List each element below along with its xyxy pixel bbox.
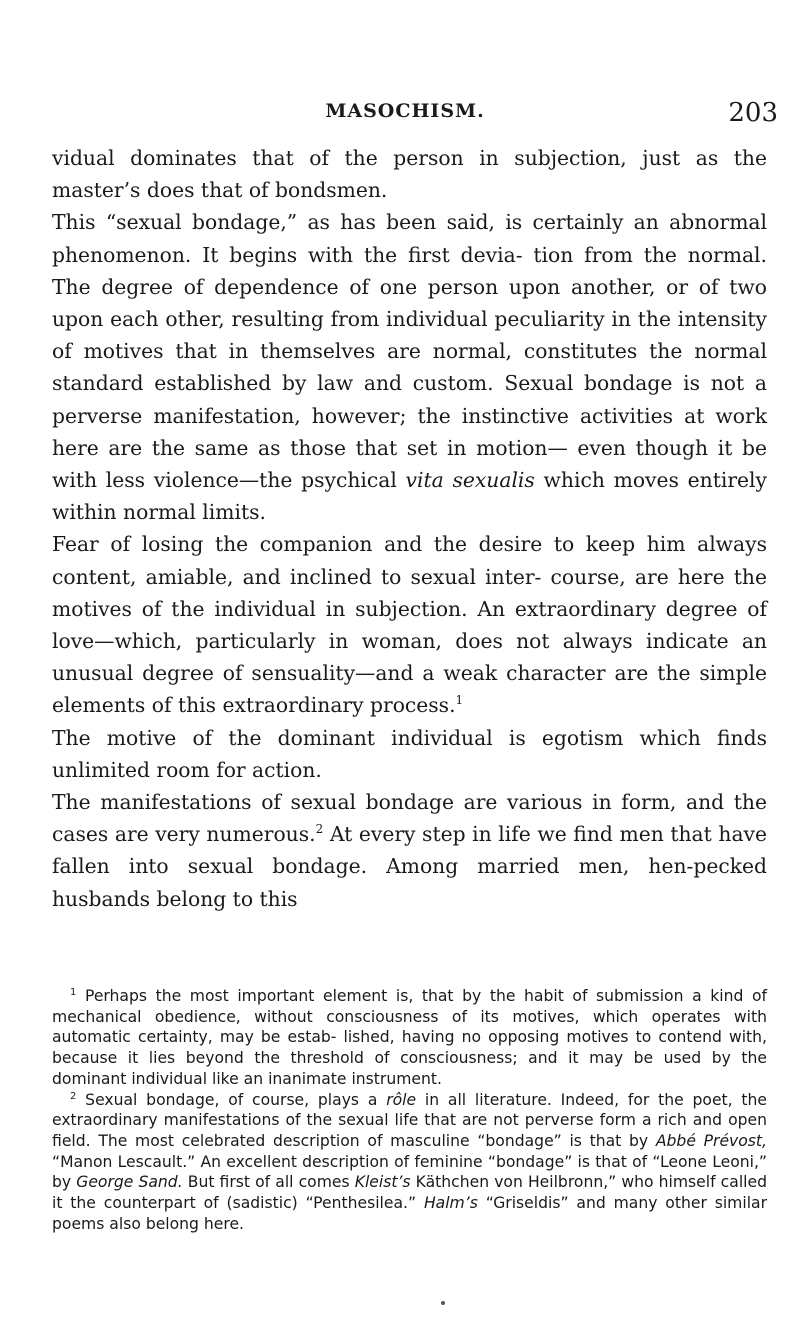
footnote-2-text-c: “Manon Lescault.” An excellent description of feminine “bondage” is that of “Leone Leoni,” by: [52, 1152, 767, 1192]
print-speck: [441, 1301, 445, 1305]
footnote-ref-1: 1: [455, 693, 464, 708]
footnote-2-halm: Halm’s: [423, 1194, 478, 1213]
paragraph-3-text: Fear of losing the companion and the desire to keep him always content, amiable, and inclined to sexual inter- course, are here the motives of the individual in subjection. An extraordinary degree of love—which, particularly in woman, does not always indicate an unusual degree of sensuality—and a weak character are the simple elements of this extraordinary process.: [52, 532, 767, 718]
footnote-2-text-a: Sexual bondage, of course, plays a: [76, 1090, 387, 1109]
footnote-1-text: Perhaps the most important element is, that by the habit of submission a kind of mechanical obedience, without consciousness of its motives, which operates with automatic certainty, may be estab- lished, having no opposing motives to contend with, because it lies beyond the threshold of consciousness; and it may be used by the dominant individual like an inanimate instrument.: [52, 987, 767, 1088]
paragraph-5-text-a: The manifestations of sexual bondage are various in form, and the cases are very numerous.: [52, 790, 767, 847]
footnote-2-text-b: in all literature. Indeed, for the poet, the extraordinary manifestations of the sexual life that are not perverse form a rich and open field. The most celebrated description of masculine “bondage” is that by: [52, 1090, 767, 1150]
paragraph-4: [52, 722, 767, 786]
footnote-2-george-sand: George Sand.: [76, 1173, 183, 1192]
footnote-1-mark: 1: [70, 986, 77, 998]
footnotes: [52, 986, 767, 1234]
paragraph-5: [52, 786, 767, 915]
running-title: MASOCHISM.: [325, 100, 485, 122]
paragraph-2-text-b: which moves entirely within normal limits.: [52, 468, 767, 525]
running-head: [70, 100, 790, 130]
footnote-2-kleist: Kleist’s: [354, 1173, 411, 1192]
footnote-2-text-f: “Griseldis” and many other similar poems also belong here.: [52, 1194, 767, 1233]
footnote-2-text-d: But first of all comes: [182, 1173, 355, 1192]
main-text: [52, 142, 767, 915]
footnote-2-abbe-prevost: Abbé Prévost,: [655, 1131, 768, 1150]
paragraph-3: [52, 528, 767, 721]
footnote-2-text-e: Käthchen von Heilbronn,” who himself called it the counterpart of (sadistic) “Penthesilea.”: [52, 1173, 767, 1213]
paragraph-5-text-b: At every step in life we find men that have fallen into sexual bondage. Among married men, hen-pecked husbands belong to this: [52, 822, 767, 911]
paragraph-4-text: The motive of the dominant individual is egotism which finds unlimited room for action.: [52, 725, 767, 782]
footnote-2-role: rôle: [386, 1090, 417, 1109]
paragraph-2: [52, 206, 767, 528]
footnote-2: [52, 1090, 767, 1235]
paragraph-2-italic: vita sexualis: [405, 468, 535, 493]
paragraph-1: [52, 142, 767, 206]
footnote-2-mark: 2: [70, 1090, 77, 1102]
footnote-1: [52, 986, 767, 1090]
footnote-ref-2: 2: [315, 822, 324, 837]
paragraph-1-text: vidual dominates that of the person in subjection, just as the master’s does that of bondsmen.: [52, 146, 767, 203]
paragraph-2-text-a: This “sexual bondage,” as has been said, is certainly an abnormal phenomenon. It begins with the first devia- tion from the normal. The degree of dependence of one person upon another, or of two upon each other, resulting from individual peculiarity in the intensity of motives that in themselves are normal, constitutes the normal standard established by law and custom. Sexual bondage is not a perverse manifestation, however; the instinctive activities at work here are the same as those that set in motion— even though it be with less violence—the psychical: [52, 210, 767, 493]
page-number: 203: [728, 98, 778, 128]
